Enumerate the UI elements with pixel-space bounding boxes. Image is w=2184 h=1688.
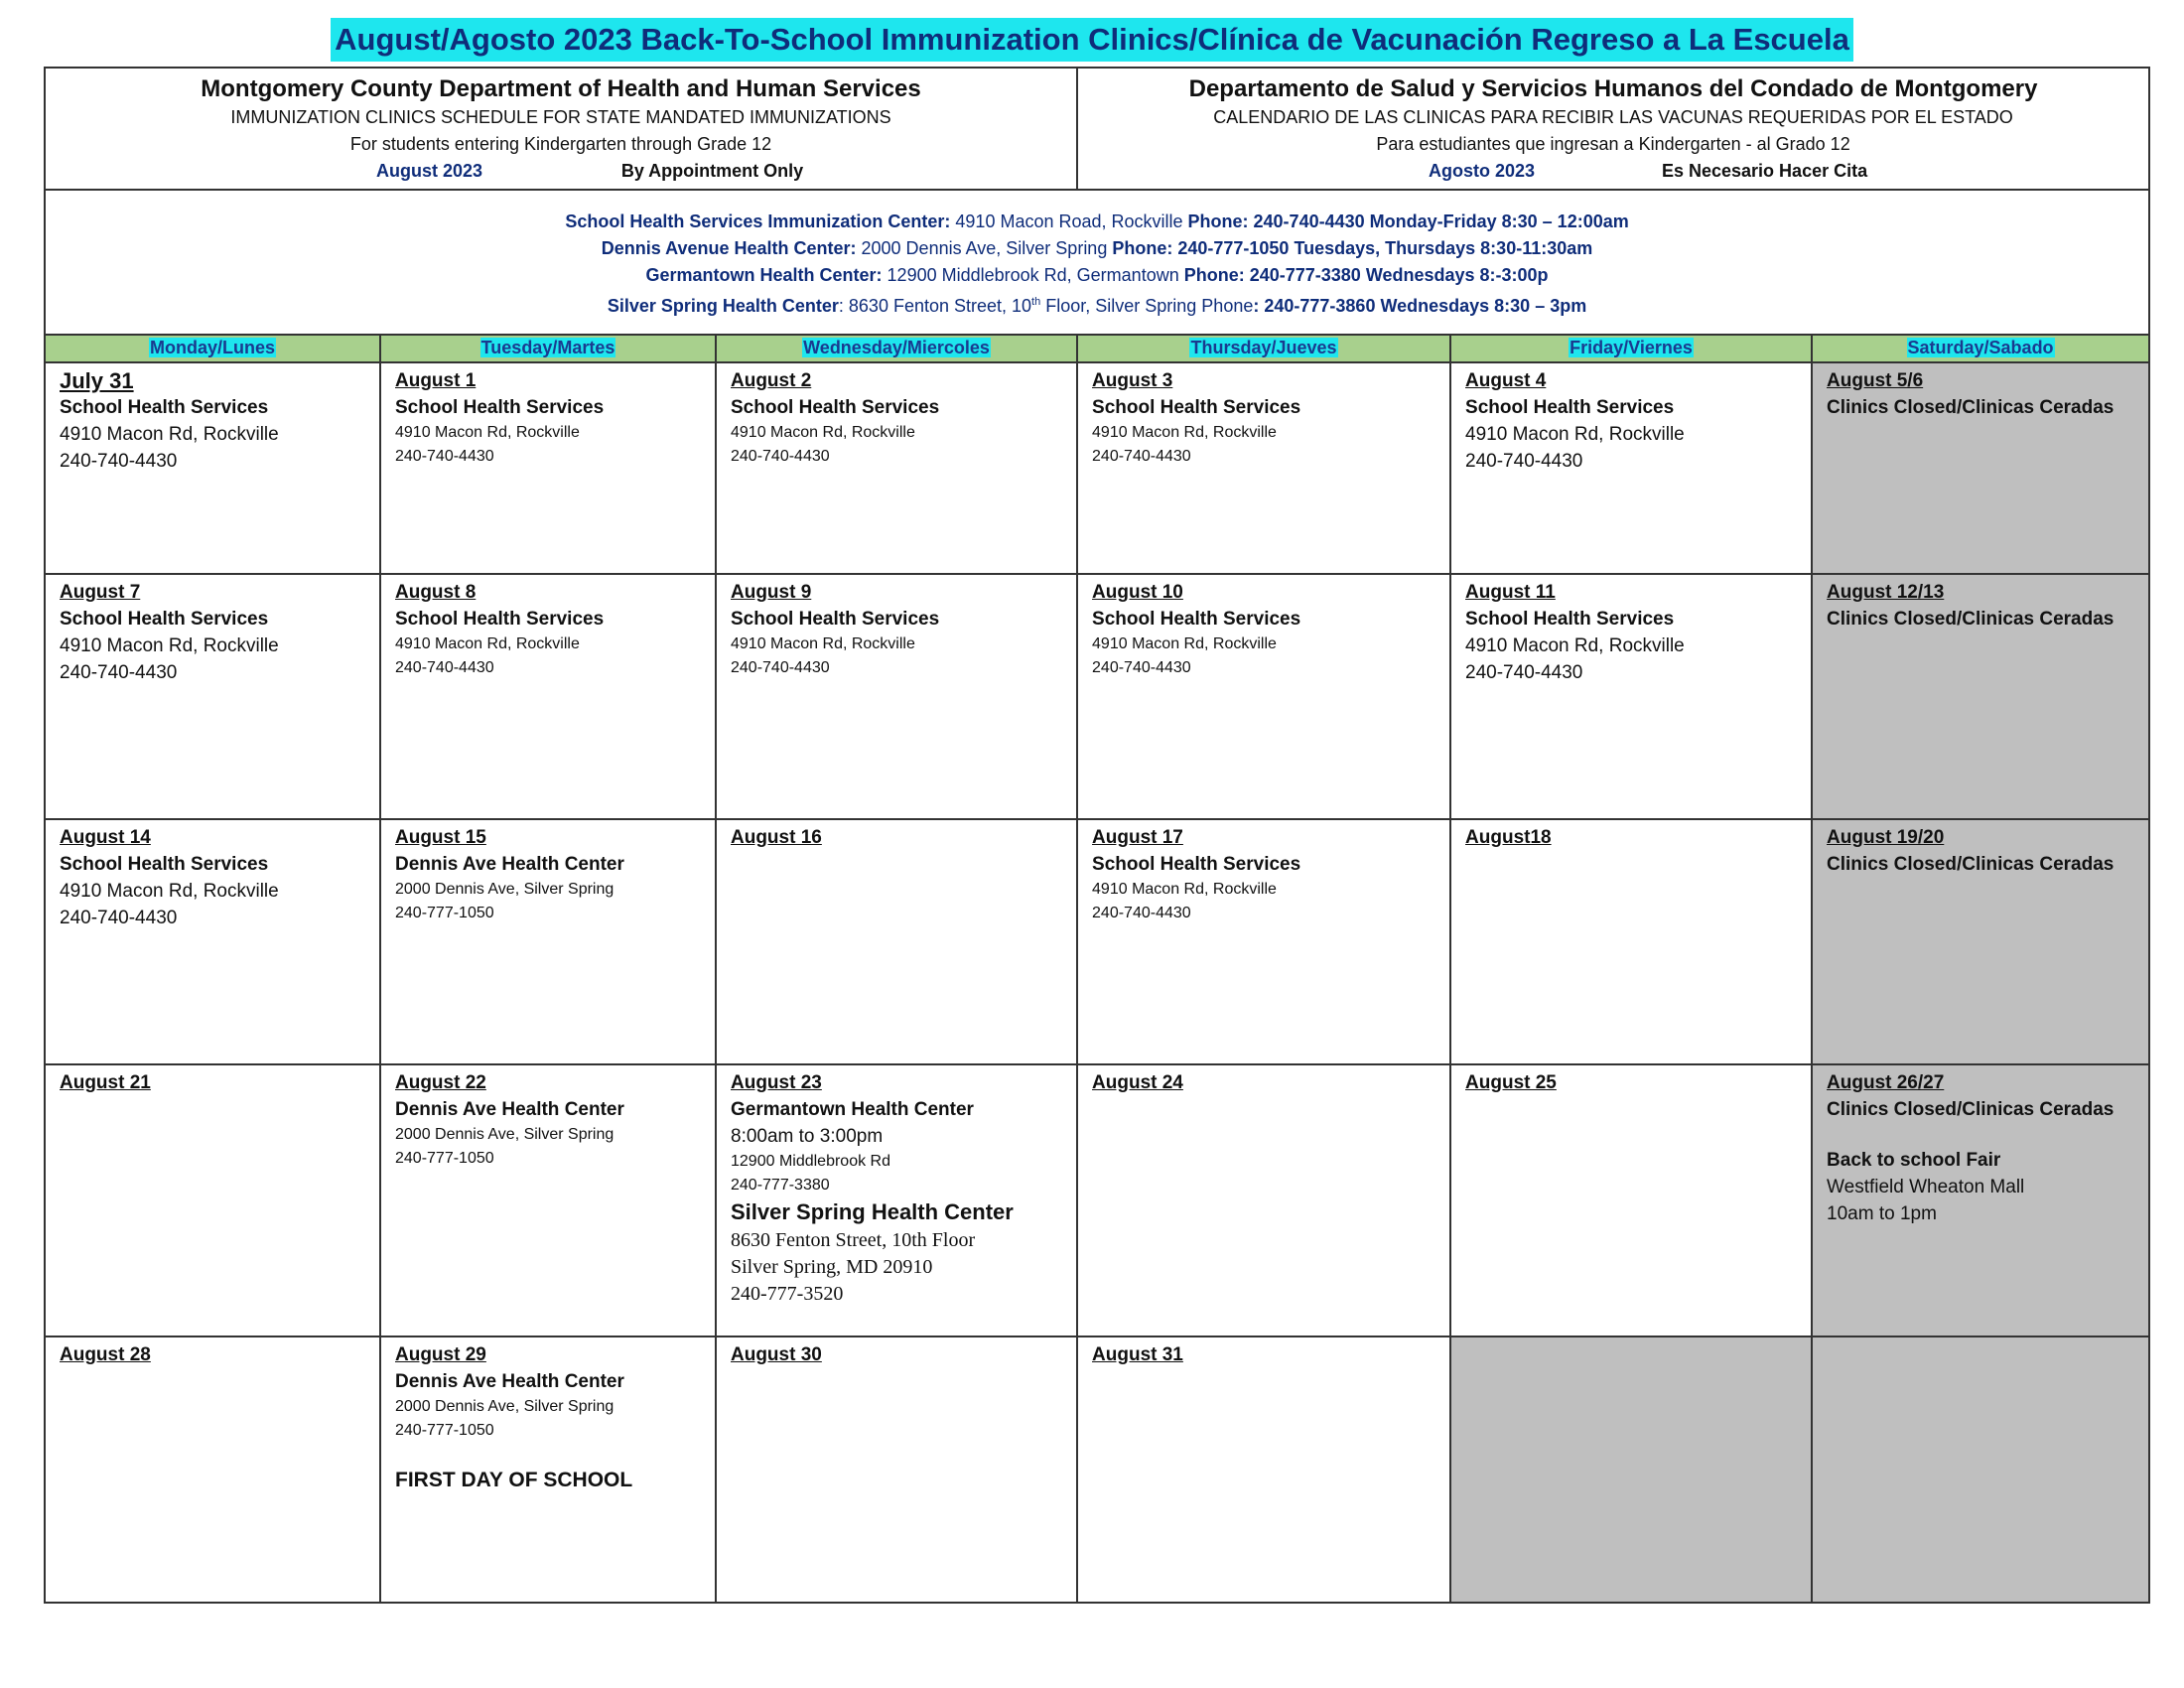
location-name: Germantown Health Center: — [645, 265, 883, 285]
weekday-tuesday — [380, 335, 716, 362]
day-cell — [45, 1336, 380, 1603]
clinic-address: 4910 Macon Rd, Rockville — [1465, 424, 1685, 445]
clinic-name: Germantown Health Center — [731, 1099, 974, 1120]
location-phone-hours: : 240-777-3860 Wednesdays 8:30 – 3pm — [1253, 296, 1587, 316]
appointment-en: By Appointment Only — [620, 161, 804, 181]
clinic-address: 4910 Macon Rd, Rockville — [1092, 635, 1277, 652]
calendar-table — [44, 67, 2150, 1604]
clinic-name: Dennis Ave Health Center — [395, 1099, 624, 1120]
clinics-closed: Clinics Closed/Clinicas Ceradas — [1827, 609, 2115, 630]
day-date: August 5/6 — [1827, 370, 1924, 391]
clinic-phone: 240-740-4430 — [1092, 905, 1191, 921]
clinic-name: School Health Services — [395, 397, 605, 418]
location-address: 12900 Middlebrook Rd, Germantown — [882, 265, 1184, 285]
clinic-address: 8630 Fenton Street, 10th Floor — [731, 1229, 976, 1251]
day-cell — [45, 574, 380, 819]
clinic-address: 2000 Dennis Ave, Silver Spring — [395, 1398, 614, 1415]
location-superscript: th — [1031, 296, 1041, 308]
clinic-address: 4910 Macon Rd, Rockville — [395, 424, 580, 441]
clinic-address: 4910 Macon Rd, Rockville — [731, 635, 915, 652]
clinic-address: 4910 Macon Rd, Rockville — [60, 424, 279, 445]
day-date: August 8 — [395, 582, 477, 603]
clinic-name: Dennis Ave Health Center — [395, 1371, 624, 1392]
location-address: 4910 Macon Road, Rockville — [950, 211, 1188, 231]
week-row — [45, 1336, 2149, 1603]
clinic-name: School Health Services — [60, 854, 269, 875]
header-spanish — [1077, 68, 2149, 190]
title-wrap — [0, 18, 2184, 62]
day-date: August 19/20 — [1827, 827, 1945, 848]
day-date: August 9 — [731, 582, 812, 603]
clinic-phone: 240-740-4430 — [731, 448, 830, 465]
spacer — [395, 1443, 701, 1467]
day-cell — [716, 362, 1077, 574]
day-date: August 21 — [60, 1072, 151, 1093]
day-date: August 15 — [395, 827, 486, 848]
clinic-phone: 240-740-4430 — [1092, 448, 1191, 465]
day-cell — [45, 362, 380, 574]
clinics-closed: Clinics Closed/Clinicas Ceradas — [1827, 1099, 2115, 1120]
weekday-thursday — [1077, 335, 1450, 362]
month-en: August 2023 — [375, 161, 483, 181]
appointment-es: Es Necesario Hacer Cita — [1661, 161, 1868, 181]
clinic-address: 12900 Middlebrook Rd — [731, 1153, 890, 1170]
clinic-address: 4910 Macon Rd, Rockville — [60, 635, 279, 656]
clinic-name: School Health Services — [60, 609, 269, 630]
location-address: : 8630 Fenton Street, 10 — [838, 296, 1032, 316]
clinic-address: 2000 Dennis Ave, Silver Spring — [395, 1126, 614, 1143]
clinic-address: 4910 Macon Rd, Rockville — [395, 635, 580, 652]
day-cell — [1450, 362, 1812, 574]
clinic-name: School Health Services — [1092, 609, 1301, 630]
clinic-name: School Health Services — [60, 397, 269, 418]
clinic-phone: 240-740-4430 — [60, 451, 178, 472]
day-date: August 12/13 — [1827, 582, 1945, 603]
day-cell — [380, 819, 716, 1064]
day-date: August 4 — [1465, 370, 1547, 391]
month-row-es — [1088, 158, 2138, 185]
day-date: August 23 — [731, 1072, 822, 1093]
clinic-address: 4910 Macon Rd, Rockville — [1092, 881, 1277, 898]
day-date: August 22 — [395, 1072, 486, 1093]
day-date: August 25 — [1465, 1072, 1557, 1093]
schedule-line-en: IMMUNIZATION CLINICS SCHEDULE FOR STATE MANDATED IMMUNIZATIONS — [230, 107, 891, 127]
clinic-address: 4910 Macon Rd, Rockville — [60, 881, 279, 902]
weekday-label: Tuesday/Martes — [480, 338, 615, 357]
location-address: 2000 Dennis Ave, Silver Spring — [856, 238, 1113, 258]
day-cell — [1077, 819, 1450, 1064]
clinic-phone: 240-777-1050 — [395, 1422, 494, 1439]
day-date: August 24 — [1092, 1072, 1183, 1093]
location-phone-hours: Phone: 240-740-4430 Monday-Friday 8:30 – 12:00am — [1187, 211, 1629, 231]
day-cell — [716, 1336, 1077, 1603]
day-date: August 16 — [731, 827, 822, 848]
clinics-closed: Clinics Closed/Clinicas Ceradas — [1827, 854, 2115, 875]
week-row — [45, 574, 2149, 819]
clinic-phone: 240-740-4430 — [1465, 662, 1583, 683]
location-line — [46, 209, 2148, 235]
event-title: Back to school Fair — [1827, 1150, 2001, 1171]
day-date: August18 — [1465, 827, 1552, 848]
day-date: August 1 — [395, 370, 477, 391]
month-es: Agosto 2023 — [1429, 161, 1536, 181]
day-date: August 2 — [731, 370, 812, 391]
day-date: August 28 — [60, 1344, 151, 1365]
clinic-phone: 240-740-4430 — [1092, 659, 1191, 676]
schedule-line-es: CALENDARIO DE LAS CLINICAS PARA RECIBIR LAS VACUNAS REQUERIDAS POR EL ESTADO — [1213, 107, 2013, 127]
day-cell — [380, 1064, 716, 1336]
clinic-address: 4910 Macon Rd, Rockville — [731, 424, 915, 441]
day-cell — [1450, 574, 1812, 819]
day-date: July 31 — [60, 368, 134, 393]
day-cell — [380, 1336, 716, 1603]
clinic-name: Dennis Ave Health Center — [395, 854, 624, 875]
clinic-name: School Health Services — [395, 609, 605, 630]
clinic-phone: 240-740-4430 — [60, 908, 178, 928]
week-row — [45, 362, 2149, 574]
weekday-label: Monday/Lunes — [149, 338, 275, 357]
location-address: Floor, Silver Spring Phone — [1040, 296, 1254, 316]
weekday-label: Wednesday/Miercoles — [803, 338, 990, 357]
students-line-en: For students entering Kindergarten through Grade 12 — [349, 134, 772, 154]
clinic-phone: 240-740-4430 — [395, 448, 494, 465]
day-date: August 14 — [60, 827, 151, 848]
day-cell — [716, 819, 1077, 1064]
locations-row — [45, 190, 2149, 335]
clinic-name: School Health Services — [1465, 397, 1675, 418]
locations — [45, 190, 2149, 335]
event-place: Westfield Wheaton Mall — [1827, 1177, 2025, 1197]
clinic-name: School Health Services — [731, 397, 940, 418]
weekend-cell — [1812, 574, 2149, 819]
clinic-name: Silver Spring Health Center — [731, 1199, 1014, 1224]
weekday-label: Thursday/Jueves — [1190, 338, 1337, 357]
event-hours: 10am to 1pm — [1827, 1203, 1937, 1224]
weekday-label: Friday/Viernes — [1570, 338, 1693, 357]
clinic-hours: 8:00am to 3:00pm — [731, 1126, 884, 1147]
day-cell — [716, 1064, 1077, 1336]
day-date: August 17 — [1092, 827, 1183, 848]
clinic-phone: 240-777-1050 — [395, 905, 494, 921]
day-date: August 29 — [395, 1344, 486, 1365]
clinic-name: School Health Services — [1092, 854, 1301, 875]
clinic-phone: 240-777-1050 — [395, 1150, 494, 1167]
day-cell — [380, 362, 716, 574]
weekday-wednesday — [716, 335, 1077, 362]
org-name-es: Departamento de Salud y Servicios Humanos del Condado de Montgomery — [1188, 75, 2038, 102]
day-cell — [1450, 1064, 1812, 1336]
weekday-friday — [1450, 335, 1812, 362]
day-date: August 7 — [60, 582, 141, 603]
clinic-address: 2000 Dennis Ave, Silver Spring — [395, 881, 614, 898]
day-cell — [1077, 1336, 1450, 1603]
clinic-name: School Health Services — [731, 609, 940, 630]
week-row — [45, 819, 2149, 1064]
clinic-address: Silver Spring, MD 20910 — [731, 1256, 933, 1278]
org-name-en: Montgomery County Department of Health and Human Services — [201, 75, 921, 102]
location-line — [46, 289, 2148, 320]
weekday-header-row — [45, 335, 2149, 362]
day-cell — [1077, 362, 1450, 574]
clinic-address: 4910 Macon Rd, Rockville — [1465, 635, 1685, 656]
day-cell — [1450, 819, 1812, 1064]
header-row — [45, 68, 2149, 190]
day-date: August 11 — [1465, 582, 1556, 603]
weekend-cell — [1812, 362, 2149, 574]
day-cell — [45, 819, 380, 1064]
weekday-label: Saturday/Sabado — [1907, 338, 2054, 357]
first-day-note: FIRST DAY OF SCHOOL — [395, 1469, 633, 1491]
day-date: August 10 — [1092, 582, 1183, 603]
location-name: School Health Services Immunization Center: — [565, 211, 951, 231]
day-date: August 26/27 — [1827, 1072, 1945, 1093]
location-line — [46, 262, 2148, 289]
day-date: August 3 — [1092, 370, 1173, 391]
clinic-phone: 240-777-3380 — [731, 1177, 830, 1194]
clinic-phone: 240-740-4430 — [60, 662, 178, 683]
day-cell — [1077, 574, 1450, 819]
week-row — [45, 1064, 2149, 1336]
month-row-en — [56, 158, 1066, 185]
day-date: August 30 — [731, 1344, 822, 1365]
location-line — [46, 235, 2148, 262]
spacer — [1827, 1123, 2134, 1147]
weekday-monday — [45, 335, 380, 362]
clinic-address: 4910 Macon Rd, Rockville — [1092, 424, 1277, 441]
empty-cell — [1812, 1336, 2149, 1603]
clinic-phone: 240-777-3520 — [731, 1283, 844, 1305]
empty-cell — [1450, 1336, 1812, 1603]
day-cell — [716, 574, 1077, 819]
students-line-es: Para estudiantes que ingresan a Kindergarten - al Grado 12 — [1376, 134, 1850, 154]
location-phone-hours: Phone: 240-777-3380 Wednesdays 8:-3:00p — [1183, 265, 1549, 285]
location-name: Silver Spring Health Center — [607, 296, 839, 316]
day-cell — [380, 574, 716, 819]
weekend-cell — [1812, 819, 2149, 1064]
day-cell — [1077, 1064, 1450, 1336]
clinic-phone: 240-740-4430 — [395, 659, 494, 676]
location-phone-hours: Phone: 240-777-1050 Tuesdays, Thursdays 8:30-11:30am — [1112, 238, 1593, 258]
header-english — [45, 68, 1077, 190]
clinics-closed: Clinics Closed/Clinicas Ceradas — [1827, 397, 2115, 418]
clinic-name: School Health Services — [1465, 609, 1675, 630]
clinic-phone: 240-740-4430 — [1465, 451, 1583, 472]
clinic-name: School Health Services — [1092, 397, 1301, 418]
location-name: Dennis Avenue Health Center: — [601, 238, 857, 258]
page-title: August/Agosto 2023 Back-To-School Immunization Clinics/Clínica de Vacunación Regreso a La Escuela — [331, 18, 1853, 62]
day-cell — [45, 1064, 380, 1336]
day-date: August 31 — [1092, 1344, 1183, 1365]
weekend-cell — [1812, 1064, 2149, 1336]
weekday-saturday — [1812, 335, 2149, 362]
clinic-phone: 240-740-4430 — [731, 659, 830, 676]
